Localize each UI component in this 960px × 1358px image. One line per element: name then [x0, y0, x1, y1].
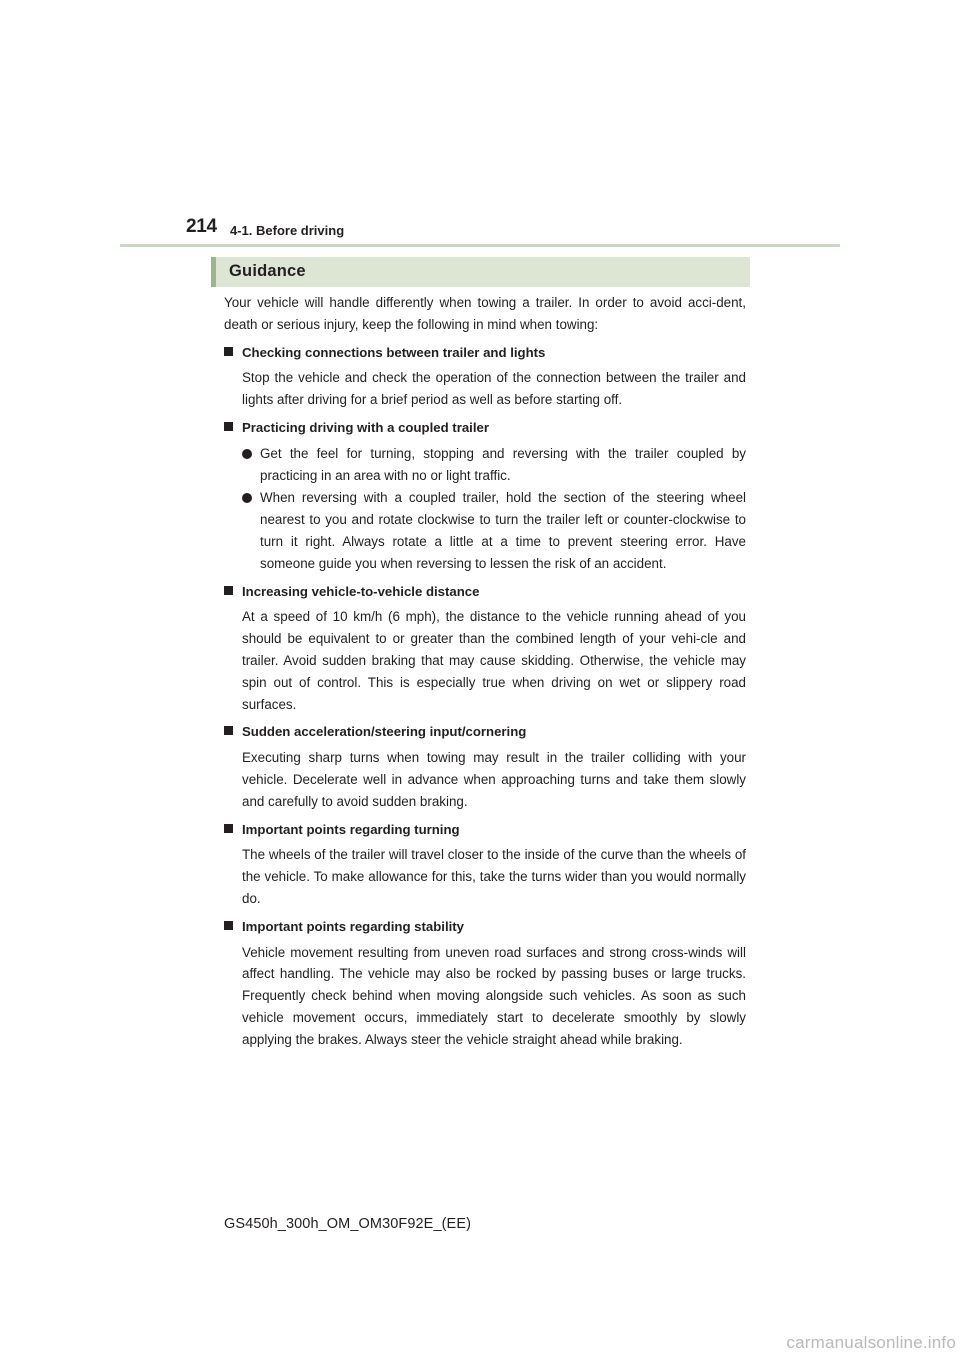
topic-heading	[224, 342, 746, 364]
bullet-text: Get the feel for turning, stopping and reversing with the trailer coupled by practicing in an area with no or light traffic.	[260, 445, 746, 483]
topic-heading-text: Important points regarding stability	[242, 918, 465, 934]
square-bullet-icon	[224, 347, 233, 356]
topic-body: The wheels of the trailer will travel closer to the inside of the curve than the wheels of the vehicle. To make allowance for this, take the turns wider than you would normally do.	[242, 847, 746, 906]
topic-heading-text: Increasing vehicle-to-vehicle distance	[242, 583, 480, 599]
bullet-text: When reversing with a coupled trailer, hold the section of the steering wheel nearest to you and rotate clockwise to turn the trailer left or counter-clockwise to turn it right. Always rotate a little at a time to prevent steering error. Have someone guide you when reversing to lessen the risk of an accident.	[260, 490, 746, 571]
list-item	[242, 487, 746, 574]
round-bullet-icon	[242, 493, 252, 503]
topic-practicing-driving	[224, 417, 746, 575]
topic-checking-connections	[224, 342, 746, 411]
topic-sudden-acceleration	[224, 721, 746, 812]
topic-heading	[224, 819, 746, 841]
list-item	[242, 443, 746, 487]
square-bullet-icon	[224, 422, 233, 431]
topic-vehicle-distance	[224, 581, 746, 716]
topic-heading	[224, 721, 746, 743]
topic-body: Stop the vehicle and check the operation of the connection between the trailer and lights after driving for a brief period as well as before starting off.	[242, 370, 746, 408]
header-divider	[120, 244, 840, 247]
round-bullet-icon	[242, 449, 252, 459]
topic-heading-text: Sudden acceleration/steering input/cornering	[242, 724, 527, 740]
square-bullet-icon	[224, 921, 233, 930]
square-bullet-icon	[224, 586, 233, 595]
topic-heading-text: Checking connections between trailer and lights	[242, 344, 546, 360]
manual-code: GS450h_300h_OM_OM30F92E_(EE)	[224, 1216, 472, 1232]
square-bullet-icon	[224, 726, 233, 735]
topic-heading	[224, 916, 746, 938]
section-title: 4-1. Before driving	[230, 223, 345, 238]
guidance-content	[224, 292, 746, 1057]
topic-heading	[224, 581, 746, 603]
square-bullet-icon	[224, 824, 233, 833]
topic-body: At a speed of 10 km/h (6 mph), the distance to the vehicle running ahead of you should be equivalent to or greater than the combined length of your vehi-cle and trailer. Avoid sudden braking that may cause skidding. Otherwise, the vehicle may spin out of control. This is especially true when driving on wet or slippery road surfaces.	[242, 609, 746, 712]
topic-heading-text: Practicing driving with a coupled trailer	[242, 419, 489, 435]
topic-body: Vehicle movement resulting from uneven road surfaces and strong cross-winds will affect handling. The vehicle may also be rocked by passing buses or large trucks. Frequently check behind when moving alongside such vehicles. As soon as such vehicle movement occurs, immediately start to decelerate smoothly by slowly applying the brakes. Always steer the vehicle straight ahead while braking.	[242, 944, 746, 1047]
intro-paragraph: Your vehicle will handle differently when towing a trailer. In order to avoid acci-dent, death or serious injury, keep the following in mind when towing:	[224, 295, 746, 332]
topic-heading-text: Important points regarding turning	[242, 821, 460, 837]
guidance-header-bar	[211, 257, 750, 287]
topic-stability	[224, 916, 746, 1051]
topic-heading	[224, 417, 746, 439]
watermark: carmanualsonline.info	[786, 1333, 956, 1352]
guidance-title: Guidance	[229, 262, 306, 280]
topic-body: Executing sharp turns when towing may result in the trailer colliding with your vehicle. Decelerate well in advance when approaching turns and take them slowly and carefully to avoid sudden braking.	[242, 750, 746, 809]
page-number: 214	[186, 216, 217, 237]
topic-turning	[224, 819, 746, 910]
